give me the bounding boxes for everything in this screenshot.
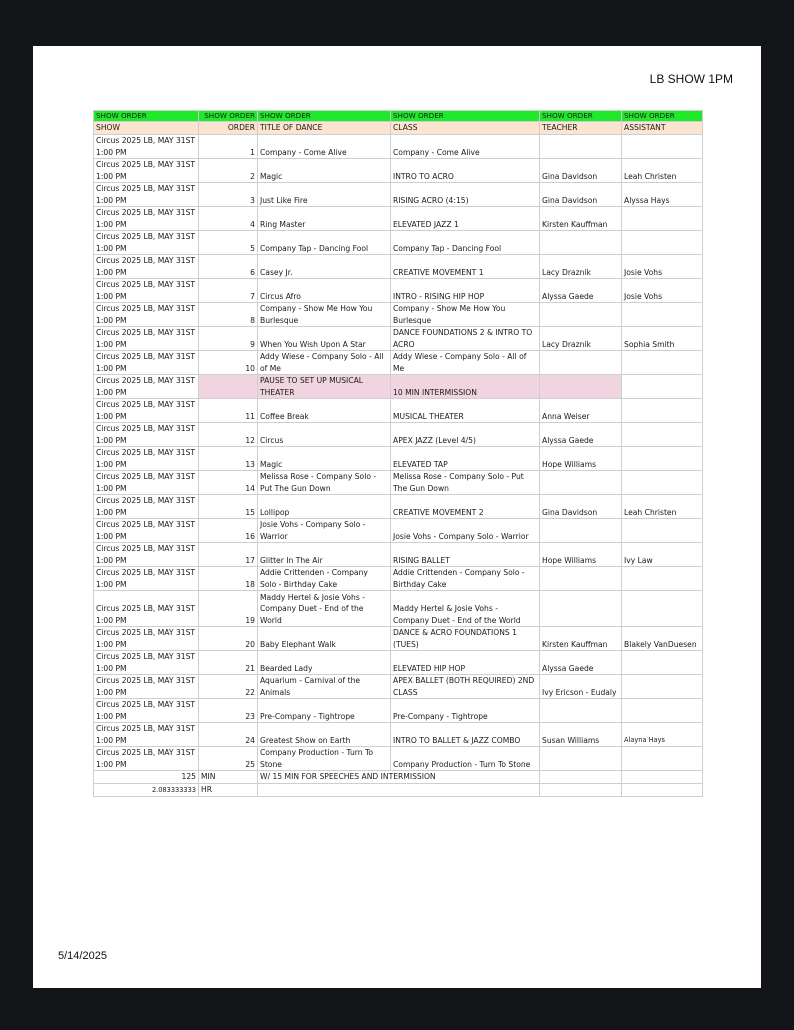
class-cell: ELEVATED TAP xyxy=(391,447,540,471)
class-cell: MUSICAL THEATER xyxy=(391,399,540,423)
order-cell: 2 xyxy=(199,159,258,183)
order-cell: 5 xyxy=(199,231,258,255)
teacher-cell: Anna Weiser xyxy=(540,399,622,423)
title-cell: Baby Elephant Walk xyxy=(258,627,391,651)
title-cell: Melissa Rose - Company Solo - Put The Gun Down xyxy=(258,471,391,495)
class-cell: APEX JAZZ (Level 4/5) xyxy=(391,423,540,447)
show-order-table xyxy=(93,110,703,797)
class-cell: ELEVATED HIP HOP xyxy=(391,651,540,675)
class-cell: Addy Wiese - Company Solo - All of Me xyxy=(391,351,540,375)
show-cell: Circus 2025 LB, MAY 31ST 1:00 PM xyxy=(94,423,199,447)
title-cell: Josie Vohs - Company Solo - Warrior xyxy=(258,519,391,543)
assistant-cell xyxy=(622,591,703,627)
title-cell: Company Production - Turn To Stone xyxy=(258,747,391,771)
teacher-cell: Susan Williams xyxy=(540,723,622,747)
table-row xyxy=(94,471,703,495)
title-cell: Lollipop xyxy=(258,495,391,519)
order-cell: 4 xyxy=(199,207,258,231)
page-header: LB SHOW 1PM xyxy=(649,72,733,86)
column-header-group: SHOW ORDER xyxy=(540,111,622,122)
assistant-cell: Ivy Law xyxy=(622,543,703,567)
order-cell: 22 xyxy=(199,675,258,699)
class-cell: Maddy Hertel & Josie Vohs - Company Duet - End of the World xyxy=(391,591,540,627)
column-header: ORDER xyxy=(199,122,258,135)
order-cell xyxy=(199,375,258,399)
table-row xyxy=(94,303,703,327)
assistant-cell xyxy=(622,399,703,423)
title-cell: Casey Jr. xyxy=(258,255,391,279)
footer-date: 5/14/2025 xyxy=(58,950,107,962)
assistant-cell xyxy=(622,651,703,675)
order-cell: 15 xyxy=(199,495,258,519)
column-header-group: SHOW ORDER xyxy=(94,111,199,122)
table-row xyxy=(94,591,703,627)
order-cell: 11 xyxy=(199,399,258,423)
summary-empty xyxy=(540,771,622,784)
assistant-cell: Josie Vohs xyxy=(622,279,703,303)
title-cell: Addie Crittenden - Company Solo - Birthday Cake xyxy=(258,567,391,591)
teacher-cell xyxy=(540,231,622,255)
summary-row xyxy=(94,784,703,797)
order-cell: 12 xyxy=(199,423,258,447)
assistant-cell xyxy=(622,699,703,723)
show-cell: Circus 2025 LB, MAY 31ST 1:00 PM xyxy=(94,567,199,591)
title-cell: Just Like Fire xyxy=(258,183,391,207)
teacher-cell xyxy=(540,591,622,627)
assistant-cell xyxy=(622,675,703,699)
order-cell: 1 xyxy=(199,135,258,159)
teacher-cell xyxy=(540,567,622,591)
table-row xyxy=(94,351,703,375)
teacher-cell: Ivy Ericson - Eudaly xyxy=(540,675,622,699)
title-cell: Circus xyxy=(258,423,391,447)
show-cell: Circus 2025 LB, MAY 31ST 1:00 PM xyxy=(94,327,199,351)
teacher-cell xyxy=(540,747,622,771)
title-cell: Greatest Show on Earth xyxy=(258,723,391,747)
table-row xyxy=(94,135,703,159)
teacher-cell: Alyssa Gaede xyxy=(540,423,622,447)
teacher-cell xyxy=(540,519,622,543)
class-cell: DANCE & ACRO FOUNDATIONS 1 (TUES) xyxy=(391,627,540,651)
table-row xyxy=(94,231,703,255)
title-cell: Magic xyxy=(258,447,391,471)
class-cell: Melissa Rose - Company Solo - Put The Gun Down xyxy=(391,471,540,495)
class-cell: Josie Vohs - Company Solo - Warrior xyxy=(391,519,540,543)
title-cell: Magic xyxy=(258,159,391,183)
title-cell: Circus Afro xyxy=(258,279,391,303)
teacher-cell xyxy=(540,135,622,159)
class-cell: CREATIVE MOVEMENT 1 xyxy=(391,255,540,279)
column-header: ASSISTANT xyxy=(622,122,703,135)
summary-note xyxy=(258,784,540,797)
table-row xyxy=(94,375,703,399)
teacher-cell: Alyssa Gaede xyxy=(540,651,622,675)
teacher-cell: Hope Williams xyxy=(540,447,622,471)
teacher-cell: Gina Davidson xyxy=(540,159,622,183)
table-row xyxy=(94,543,703,567)
show-cell: Circus 2025 LB, MAY 31ST 1:00 PM xyxy=(94,351,199,375)
table-row xyxy=(94,675,703,699)
column-header-group: SHOW ORDER xyxy=(199,111,258,122)
assistant-cell: Josie Vohs xyxy=(622,255,703,279)
table-row xyxy=(94,399,703,423)
show-cell: Circus 2025 LB, MAY 31ST 1:00 PM xyxy=(94,183,199,207)
table-row xyxy=(94,183,703,207)
document-page xyxy=(33,46,761,988)
table-row xyxy=(94,447,703,471)
order-cell: 19 xyxy=(199,591,258,627)
summary-empty xyxy=(622,771,703,784)
show-cell: Circus 2025 LB, MAY 31ST 1:00 PM xyxy=(94,495,199,519)
title-cell: Coffee Break xyxy=(258,399,391,423)
title-cell: Ring Master xyxy=(258,207,391,231)
show-cell: Circus 2025 LB, MAY 31ST 1:00 PM xyxy=(94,471,199,495)
teacher-cell xyxy=(540,375,622,399)
assistant-cell xyxy=(622,375,703,399)
title-cell: Glitter In The Air xyxy=(258,543,391,567)
show-cell: Circus 2025 LB, MAY 31ST 1:00 PM xyxy=(94,231,199,255)
assistant-cell: Alyssa Hays xyxy=(622,183,703,207)
teacher-cell: Kirsten Kauffman xyxy=(540,627,622,651)
title-cell: Company - Show Me How You Burlesque xyxy=(258,303,391,327)
column-header-group: SHOW ORDER xyxy=(258,111,391,122)
title-cell: Aquarium - Carnival of the Animals xyxy=(258,675,391,699)
summary-unit: HR xyxy=(199,784,258,797)
assistant-cell xyxy=(622,351,703,375)
order-cell: 18 xyxy=(199,567,258,591)
summary-empty xyxy=(622,784,703,797)
order-cell: 16 xyxy=(199,519,258,543)
show-cell: Circus 2025 LB, MAY 31ST 1:00 PM xyxy=(94,399,199,423)
show-cell: Circus 2025 LB, MAY 31ST 1:00 PM xyxy=(94,303,199,327)
table-row xyxy=(94,747,703,771)
show-cell: Circus 2025 LB, MAY 31ST 1:00 PM xyxy=(94,627,199,651)
summary-empty xyxy=(540,784,622,797)
order-cell: 3 xyxy=(199,183,258,207)
assistant-cell xyxy=(622,207,703,231)
teacher-cell: Lacy Draznik xyxy=(540,327,622,351)
title-cell: Maddy Hertel & Josie Vohs - Company Duet - End of the World xyxy=(258,591,391,627)
table-row xyxy=(94,159,703,183)
teacher-cell: Gina Davidson xyxy=(540,183,622,207)
show-cell: Circus 2025 LB, MAY 31ST 1:00 PM xyxy=(94,207,199,231)
teacher-cell xyxy=(540,303,622,327)
class-cell: INTRO TO ACRO xyxy=(391,159,540,183)
summary-unit: MIN xyxy=(199,771,258,784)
show-cell: Circus 2025 LB, MAY 31ST 1:00 PM xyxy=(94,651,199,675)
show-cell: Circus 2025 LB, MAY 31ST 1:00 PM xyxy=(94,375,199,399)
order-cell: 23 xyxy=(199,699,258,723)
show-cell: Circus 2025 LB, MAY 31ST 1:00 PM xyxy=(94,699,199,723)
show-cell: Circus 2025 LB, MAY 31ST 1:00 PM xyxy=(94,747,199,771)
title-cell: Company - Come Alive xyxy=(258,135,391,159)
show-cell: Circus 2025 LB, MAY 31ST 1:00 PM xyxy=(94,447,199,471)
assistant-cell xyxy=(622,135,703,159)
class-cell: Company Tap - Dancing Fool xyxy=(391,231,540,255)
assistant-cell xyxy=(622,747,703,771)
order-cell: 17 xyxy=(199,543,258,567)
title-cell: Bearded Lady xyxy=(258,651,391,675)
show-cell: Circus 2025 LB, MAY 31ST 1:00 PM xyxy=(94,519,199,543)
header-row-green xyxy=(94,111,703,122)
assistant-cell: Sophia Smith xyxy=(622,327,703,351)
order-cell: 21 xyxy=(199,651,258,675)
class-cell: DANCE FOUNDATIONS 2 & INTRO TO ACRO xyxy=(391,327,540,351)
order-cell: 24 xyxy=(199,723,258,747)
header-row-labels xyxy=(94,122,703,135)
assistant-cell xyxy=(622,471,703,495)
table-row xyxy=(94,699,703,723)
assistant-cell xyxy=(622,447,703,471)
table-row xyxy=(94,255,703,279)
show-cell: Circus 2025 LB, MAY 31ST 1:00 PM xyxy=(94,723,199,747)
table-row xyxy=(94,519,703,543)
assistant-cell: Alayna Hays xyxy=(622,723,703,747)
class-cell: CREATIVE MOVEMENT 2 xyxy=(391,495,540,519)
title-cell: Company Tap - Dancing Fool xyxy=(258,231,391,255)
show-cell: Circus 2025 LB, MAY 31ST 1:00 PM xyxy=(94,675,199,699)
title-cell: Addy Wiese - Company Solo - All of Me xyxy=(258,351,391,375)
show-cell: Circus 2025 LB, MAY 31ST 1:00 PM xyxy=(94,255,199,279)
class-cell: INTRO TO BALLET & JAZZ COMBO xyxy=(391,723,540,747)
class-cell: Addie Crittenden - Company Solo - Birthday Cake xyxy=(391,567,540,591)
show-cell: Circus 2025 LB, MAY 31ST 1:00 PM xyxy=(94,159,199,183)
order-cell: 7 xyxy=(199,279,258,303)
class-cell: Pre-Company - Tightrope xyxy=(391,699,540,723)
teacher-cell: Alyssa Gaede xyxy=(540,279,622,303)
show-cell: Circus 2025 LB, MAY 31ST 1:00 PM xyxy=(94,135,199,159)
assistant-cell: Blakely VanDuesen xyxy=(622,627,703,651)
column-header: CLASS xyxy=(391,122,540,135)
class-cell: Company Production - Turn To Stone xyxy=(391,747,540,771)
teacher-cell: Gina Davidson xyxy=(540,495,622,519)
order-cell: 6 xyxy=(199,255,258,279)
summary-value: 2.083333333 xyxy=(94,784,199,797)
class-cell: APEX BALLET (BOTH REQUIRED) 2ND CLASS xyxy=(391,675,540,699)
title-cell: Pre-Company - Tightrope xyxy=(258,699,391,723)
title-cell: PAUSE TO SET UP MUSICAL THEATER xyxy=(258,375,391,399)
class-cell: Company - Show Me How You Burlesque xyxy=(391,303,540,327)
table-row xyxy=(94,627,703,651)
column-header: SHOW xyxy=(94,122,199,135)
teacher-cell xyxy=(540,351,622,375)
table-row xyxy=(94,207,703,231)
order-cell: 10 xyxy=(199,351,258,375)
teacher-cell: Lacy Draznik xyxy=(540,255,622,279)
summary-note: W/ 15 MIN FOR SPEECHES AND INTERMISSION xyxy=(258,771,540,784)
table-row xyxy=(94,327,703,351)
table-row xyxy=(94,279,703,303)
order-cell: 14 xyxy=(199,471,258,495)
class-cell: 10 MIN INTERMISSION xyxy=(391,375,540,399)
table-row xyxy=(94,723,703,747)
summary-row xyxy=(94,771,703,784)
assistant-cell: Leah Christen xyxy=(622,159,703,183)
assistant-cell xyxy=(622,567,703,591)
table-row xyxy=(94,567,703,591)
class-cell: RISING BALLET xyxy=(391,543,540,567)
table-row xyxy=(94,651,703,675)
order-cell: 25 xyxy=(199,747,258,771)
column-header: TEACHER xyxy=(540,122,622,135)
class-cell: ELEVATED JAZZ 1 xyxy=(391,207,540,231)
assistant-cell xyxy=(622,423,703,447)
teacher-cell: Hope Williams xyxy=(540,543,622,567)
table-row xyxy=(94,495,703,519)
order-cell: 8 xyxy=(199,303,258,327)
table-row xyxy=(94,423,703,447)
title-cell: When You Wish Upon A Star xyxy=(258,327,391,351)
assistant-cell xyxy=(622,231,703,255)
class-cell: RISING ACRO (4:15) xyxy=(391,183,540,207)
order-cell: 20 xyxy=(199,627,258,651)
order-cell: 9 xyxy=(199,327,258,351)
assistant-cell xyxy=(622,303,703,327)
assistant-cell: Leah Christen xyxy=(622,495,703,519)
column-header-group: SHOW ORDER xyxy=(391,111,540,122)
show-cell: Circus 2025 LB, MAY 31ST 1:00 PM xyxy=(94,591,199,627)
show-cell: Circus 2025 LB, MAY 31ST 1:00 PM xyxy=(94,543,199,567)
teacher-cell xyxy=(540,699,622,723)
teacher-cell xyxy=(540,471,622,495)
class-cell: Company - Come Alive xyxy=(391,135,540,159)
order-cell: 13 xyxy=(199,447,258,471)
teacher-cell: Kirsten Kauffman xyxy=(540,207,622,231)
assistant-cell xyxy=(622,519,703,543)
summary-value: 125 xyxy=(94,771,199,784)
column-header-group: SHOW ORDER xyxy=(622,111,703,122)
show-cell: Circus 2025 LB, MAY 31ST 1:00 PM xyxy=(94,279,199,303)
class-cell: INTRO - RISING HIP HOP xyxy=(391,279,540,303)
column-header: TITLE OF DANCE xyxy=(258,122,391,135)
